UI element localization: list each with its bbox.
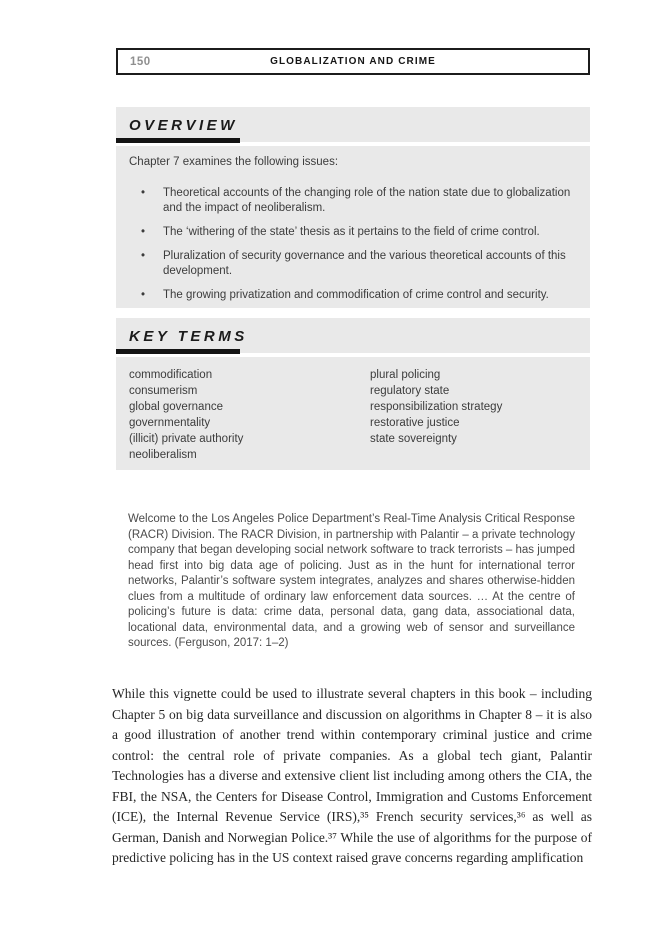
key-term: (illicit) private authority (129, 433, 244, 445)
key-term: responsibilization strategy (370, 401, 503, 413)
bullet-icon: • (141, 226, 146, 238)
keyterms-column-right (370, 367, 577, 463)
overview-bullet-list (129, 186, 577, 303)
list-item (129, 288, 577, 303)
overview-intro: Chapter 7 examines the following issues: (129, 156, 339, 168)
key-term: restorative justice (370, 417, 460, 429)
bullet-icon: • (141, 187, 146, 199)
bullet-text: Pluralization of security governance and the various theoretical accounts of this development. (163, 250, 566, 277)
list-item (129, 249, 577, 279)
list-item (129, 225, 577, 240)
keyterms-heading: KEY TERMS (129, 328, 248, 345)
key-term: state sovereignty (370, 433, 457, 445)
key-term: commodification (129, 369, 213, 381)
block-quote: Welcome to the Los Angeles Police Department’s Real-Time Analysis Critical Response (RACR) Division. The RACR Division, in partnership with Palantir – a private technology company that began developing social network software to track terrorists – has jumped head first into big data age of policing. Just as in the hunt for international terror networks, Palantir’s software system integrates, analyzes and shares otherwise-hidden clues from a multitude of ordinary law enforcement data sources. … At the centre of policing’s future is data: crime data, personal data, gang data, associational data, locational data, environmental data, and a growing web of sensor and surveillance sources. (Ferguson, 2017: 1–2) (128, 513, 575, 649)
bullet-text: Theoretical accounts of the changing role of the nation state due to globalization and the impact of neoliberalism. (163, 187, 571, 214)
keyterms-heading-rule (116, 349, 240, 354)
key-term: governmentality (129, 417, 211, 429)
bullet-text: The growing privatization and commodification of crime control and security. (163, 289, 549, 301)
bullet-icon: • (141, 250, 146, 262)
running-head-title: GLOBALIZATION AND CRIME (270, 56, 436, 67)
keyterms-heading-box (116, 318, 590, 353)
page-number: 150 (130, 55, 151, 68)
key-term: neoliberalism (129, 449, 197, 461)
overview-heading-rule (116, 138, 240, 143)
list-item (129, 186, 577, 216)
key-term: global governance (129, 401, 223, 413)
keyterms-content-box (116, 357, 590, 470)
keyterms-columns (129, 367, 577, 463)
key-term: plural policing (370, 369, 441, 381)
overview-heading: OVERVIEW (129, 117, 238, 134)
key-term: regulatory state (370, 385, 450, 397)
overview-content-box (116, 146, 590, 308)
bullet-icon: • (141, 289, 146, 301)
running-head-box (116, 48, 590, 75)
overview-heading-box (116, 107, 590, 142)
bullet-text: The ‘withering of the state’ thesis as it pertains to the field of crime control. (163, 226, 540, 238)
key-term: consumerism (129, 385, 198, 397)
keyterms-column-left (129, 367, 370, 463)
body-paragraph: While this vignette could be used to illustrate several chapters in this book – including Chapter 5 on big data surveillance and discussion on algorithms in Chapter 8 – it is also a good illustration of another trend within contemporary criminal justice and crime control: the central role of private companies. As a global tech giant, Palantir Technologies has a diverse and extensive client list including among others the CIA, the FBI, the NSA, the Centers for Disease Control, Immigration and Customs Enforcement (ICE), the Internal Revenue Service (IRS),³⁵ French security services,³⁶ as well as German, Danish and Norwegian Police.³⁷ While the use of algorithms for the purpose of predictive policing has in the US context raised grave concerns regarding amplification (112, 686, 592, 865)
